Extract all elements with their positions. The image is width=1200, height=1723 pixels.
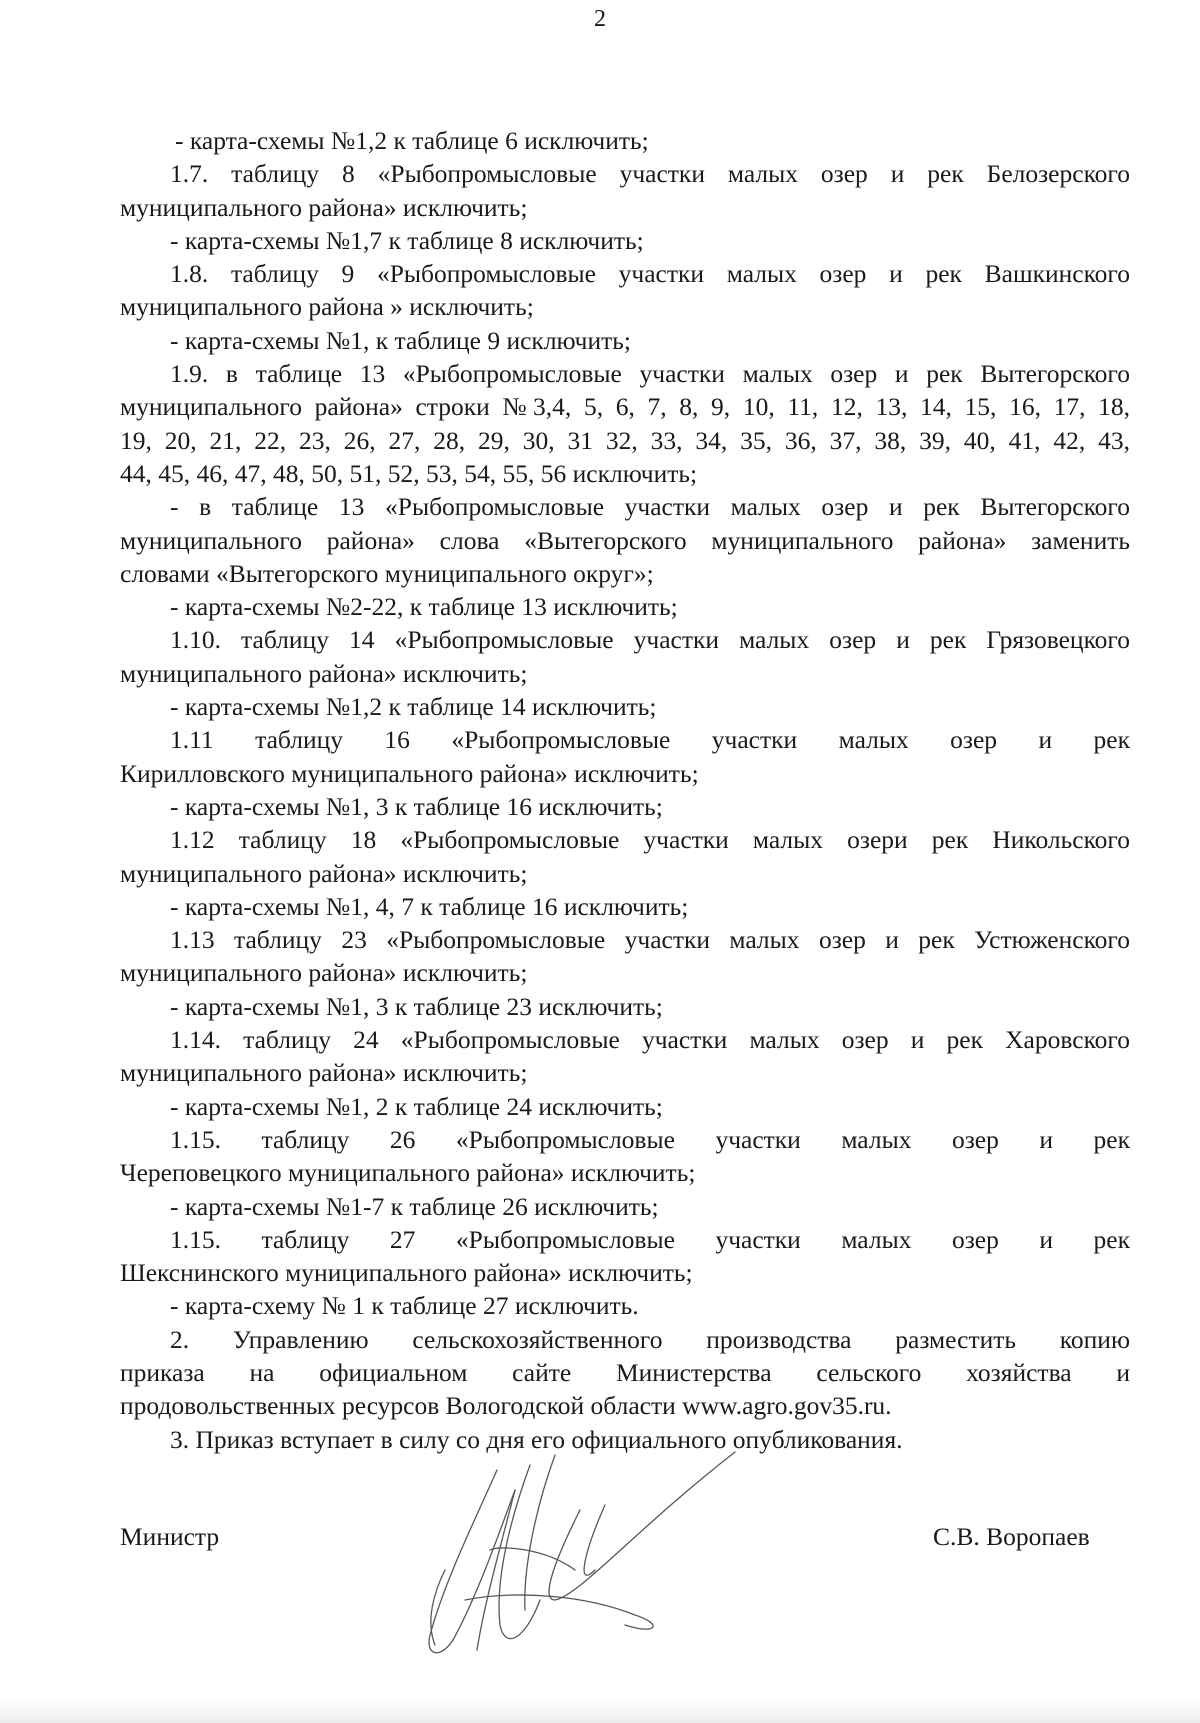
text-line: муниципального района» исключить; [120,192,528,222]
text-line: приказа на официальном сайте Министерства сельского хозяйства и [120,1357,1130,1387]
text-line: - карта-схемы №1-7 к таблице 26 исключить; [170,1191,659,1221]
text-line: - карта-схемы №1, 2 к таблице 24 исключить; [170,1091,663,1121]
document-body [120,124,1130,1456]
text-line: - карта-схемы №1,2 к таблице 6 исключить; [175,126,649,155]
text-line: муниципального района» исключить; [120,958,528,988]
text-line: 1.9. в таблице 13 «Рыбопромысловые участки малых озер и рек Вытегорского [170,359,1130,389]
text-line: 1.14. таблицу 24 «Рыбопромысловые участки малых озер и рек Харовского [170,1025,1130,1055]
text-line: муниципального района » исключить; [120,292,534,322]
text-line: - карта-схемы №1, 4, 7 к таблице 16 исключить; [170,891,689,921]
text-line: 1.15. таблицу 27 «Рыбопромысловые участки малых озер и рек [170,1224,1130,1254]
text-line: 1.11 таблицу 16 «Рыбопромысловые участки малых озер и рек [170,725,1130,755]
text-line: продовольственных ресурсов Вологодской области www.agro.gov35.ru. [120,1391,892,1421]
signatory-title: Министр [120,1522,220,1551]
text-line: муниципального района» исключить; [120,1058,528,1088]
text-line: муниципального района» слова «Вытегорского муниципального района» заменить [120,525,1130,555]
scan-edge [0,1700,1200,1723]
text-line: словами «Вытегорского муниципального округ»; [120,558,654,588]
text-line: 44, 45, 46, 47, 48, 50, 51, 52, 53, 54, 55, 56 исключить; [120,458,698,488]
text-line: Шекснинского муниципального района» исключить; [120,1258,693,1288]
handwritten-signature [405,1450,765,1670]
text-line: 1.7. таблицу 8 «Рыбопромысловые участки малых озер и рек Белозерского [170,159,1130,189]
text-line: 1.10. таблицу 14 «Рыбопромысловые участки малых озер и рек Грязовецкого [170,625,1130,655]
page-number: 2 [594,6,606,32]
text-line: муниципального района» исключить; [120,858,528,888]
text-line: - карта-схемы №2-22, к таблице 13 исключить; [170,592,678,622]
text-line: - в таблице 13 «Рыбопромысловые участки малых озер и рек Вытегорского [170,492,1130,522]
text-line: - карта-схемы №1,7 к таблице 8 исключить; [170,225,644,255]
signatory-name: С.В. Воропаев [933,1522,1090,1551]
text-line: - карта-схемы №1,2 к таблице 14 исключить; [170,692,657,722]
text-line: - карта-схему № 1 к таблице 27 исключить. [170,1291,639,1321]
text-line: 3. Приказ вступает в силу со дня его официального опубликования. [170,1424,903,1454]
text-line: - карта-схемы №1, 3 к таблице 16 исключить; [170,791,663,821]
text-line: - карта-схемы №1, 3 к таблице 23 исключить; [170,991,663,1021]
text-line: 2. Управлению сельскохозяйственного производства разместить копию [170,1324,1130,1354]
text-line: 19, 20, 21, 22, 23, 26, 27, 28, 29, 30, 31 32, 33, 34, 35, 36, 37, 38, 39, 40, 41, 42, 43, [120,425,1130,455]
text-line: 1.12 таблицу 18 «Рыбопромысловые участки малых озери рек Никольского [170,825,1130,855]
text-line: 1.13 таблицу 23 «Рыбопромысловые участки малых озер и рек Устюженского [170,925,1130,955]
text-line: 1.8. таблицу 9 «Рыбопромысловые участки малых озер и рек Вашкинского [170,259,1130,289]
text-line: муниципального района» исключить; [120,658,528,688]
text-line: Череповецкого муниципального района» исключить; [120,1158,696,1188]
text-line: муниципального района» строки №3,4, 5, 6, 7, 8, 9, 10, 11, 12, 13, 14, 15, 16, 17, 18, [120,392,1130,422]
text-line: Кирилловского муниципального района» исключить; [120,758,699,788]
text-line: 1.15. таблицу 26 «Рыбопромысловые участки малых озер и рек [170,1124,1130,1154]
text-line: - карта-схемы №1, к таблице 9 исключить; [170,325,631,355]
